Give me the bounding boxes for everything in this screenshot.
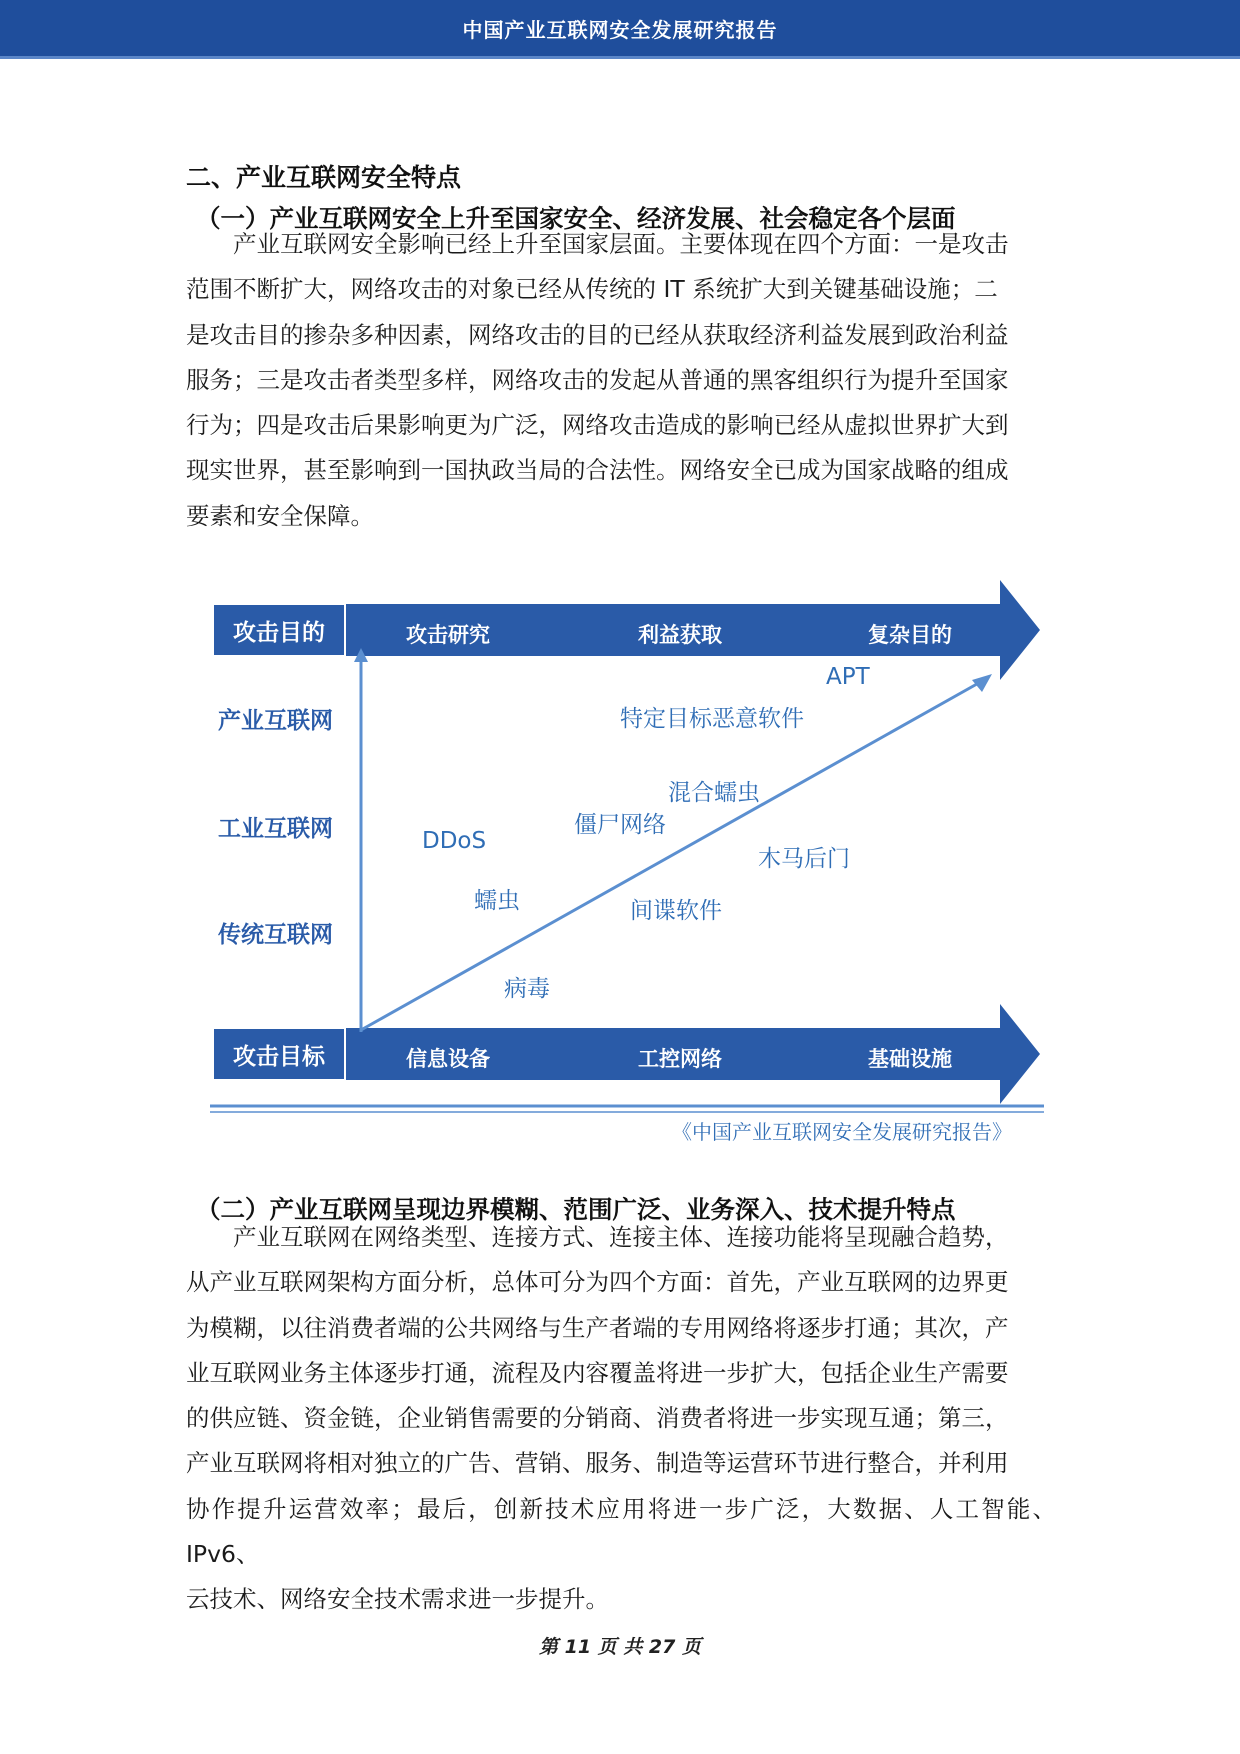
threat-apt: APT [826,664,870,690]
threat-trojan: 木马后门 [758,846,850,872]
threat-targeted-malware: 特定目标恶意软件 [620,706,804,732]
paragraph-line: 产业互联网在网络类型、连接方式、连接主体、连接功能将呈现融合趋势， [233,1223,1009,1251]
paragraph-line: 的供应链、资金链，企业销售需要的分销商、消费者将进一步实现互通；第三， [186,1404,1009,1433]
threat-worm: 蠕虫 [474,888,520,914]
threat-spyware: 间谍软件 [630,898,722,924]
bottom-arrow-label: 基础设施 [868,1047,952,1071]
threat-botnet: 僵尸网络 [574,812,666,838]
y-label-industrial-internet: 产业互联网 [218,708,333,734]
paragraph-2 [186,1215,1056,1623]
top-arrow-label: 利益获取 [638,623,722,647]
section-title: 二、产业互联网安全特点 [186,163,462,192]
y-label-traditional-internet: 传统互联网 [218,922,333,948]
attack-target-box: 攻击目标 [214,1029,344,1079]
paragraph-1 [186,222,1056,539]
page-number: 第 11 页 共 27 页 [539,1636,701,1658]
paragraph-line: 范围不断扩大，网络攻击的对象已经从传统的 IT 系统扩大到关键基础设施；二 [186,275,998,304]
top-arrow-label: 攻击研究 [406,623,490,647]
paragraph-line: 协作提升运营效率；最后，创新技术应用将进一步广泛，大数据、人工智能、IPv6、 [186,1494,1056,1569]
header-bar [0,0,1240,59]
threat-ddos: DDoS [422,828,487,854]
subsection-title-1: （一）产业互联网安全上升至国家安全、经济发展、社会稳定各个层面 [196,204,956,233]
paragraph-line: 是攻击目的掺杂多种因素，网络攻击的目的已经从获取经济利益发展到政治利益 [186,320,1009,349]
threat-virus: 病毒 [504,976,550,1002]
report-title: 中国产业互联网安全发展研究报告 [462,17,778,42]
bottom-arrow-label: 工控网络 [638,1047,722,1071]
paragraph-line: 业互联网业务主体逐步打通，流程及内容覆盖将进一步扩大，包括企业生产需要 [186,1358,1009,1387]
threat-hybrid-worm: 混合蠕虫 [668,780,760,806]
bottom-arrow-label: 信息设备 [406,1047,490,1071]
paragraph-line: 产业互联网将相对独立的广告、营销、服务、制造等运营环节进行整合，并利用 [186,1449,1009,1478]
paragraph-line: 云技术、网络安全技术需求进一步提升。 [186,1585,609,1614]
paragraph-line: 服务；三是攻击者类型多样，网络攻击的发起从普通的黑客组织行为提升至国家 [186,365,1009,394]
figure-caption: 《中国产业互联网安全发展研究报告》 [672,1120,1012,1144]
paragraph-line: 现实世界，甚至影响到一国执政当局的合法性。网络安全已成为国家战略的组成 [186,456,1009,485]
y-label-industry-internet: 工业互联网 [218,816,333,842]
attack-evolution-diagram [206,580,1046,1144]
top-arrow-label: 复杂目的 [868,623,952,647]
paragraph-line: 行为；四是攻击后果影响更为广泛，网络攻击造成的影响已经从虚拟世界扩大到 [186,411,1009,440]
subsection-title-2: （二）产业互联网呈现边界模糊、范围广泛、业务深入、技术提升特点 [196,1195,956,1224]
paragraph-line: 要素和安全保障。 [186,501,374,530]
paragraph-line: 产业互联网安全影响已经上升至国家层面。主要体现在四个方面：一是攻击 [233,230,1009,258]
attack-purpose-box: 攻击目的 [214,605,344,655]
paragraph-line: 为模糊，以往消费者端的公共网络与生产者端的专用网络将逐步打通；其次，产 [186,1313,1009,1342]
paragraph-line: 从产业互联网架构方面分析，总体可分为四个方面：首先，产业互联网的边界更 [186,1268,1009,1297]
trend-arrowhead [972,674,992,692]
